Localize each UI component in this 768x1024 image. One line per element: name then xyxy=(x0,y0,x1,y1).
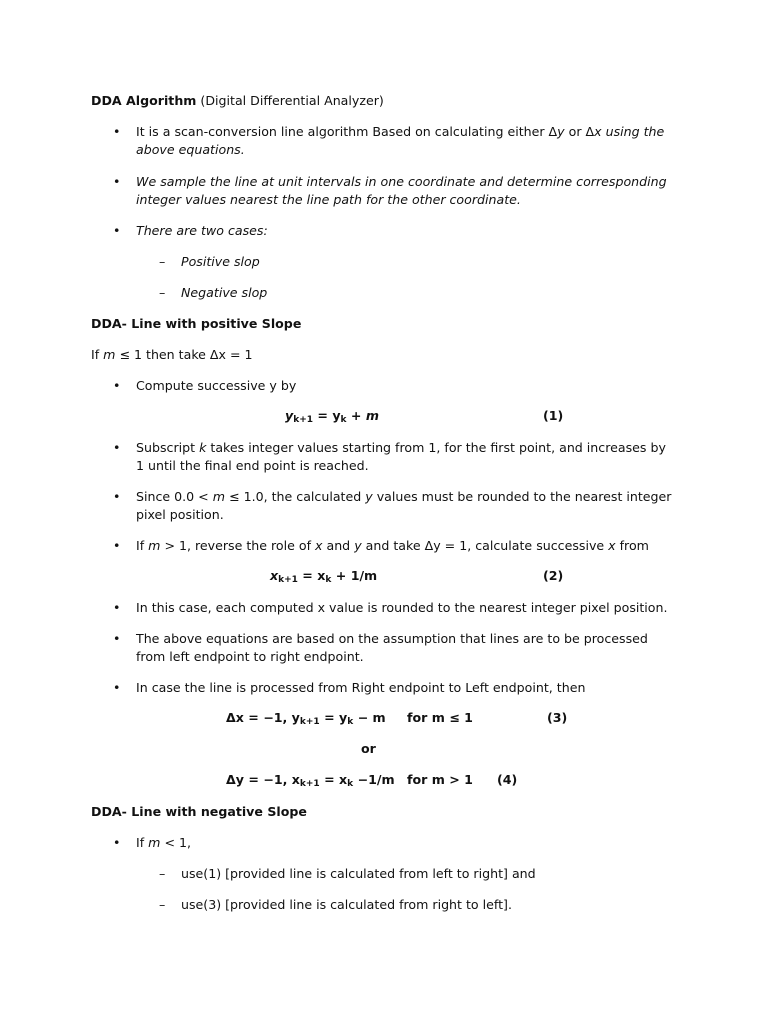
bullet-marker: • xyxy=(113,440,121,455)
text-run: x xyxy=(594,124,602,139)
text-run: from xyxy=(615,538,649,553)
bullet-marker: • xyxy=(113,600,121,615)
text-run: or Δ xyxy=(564,124,595,139)
equation-2-number: (2) xyxy=(543,568,564,583)
equation-2 xyxy=(270,568,377,583)
text-run: x xyxy=(608,538,616,553)
right-to-left-bullet: In case the line is processed from Right endpoint to Left endpoint, then xyxy=(136,680,586,695)
text-run: y xyxy=(354,538,362,553)
equation-3-number: (3) xyxy=(547,710,568,725)
bullet-marker: • xyxy=(113,631,121,646)
text-run: > 1, reverse the role of xyxy=(160,538,316,553)
section-heading-negative: DDA- Line with negative Slope xyxy=(91,804,307,819)
text-run: If xyxy=(136,835,149,850)
bullet-marker: • xyxy=(113,680,121,695)
title-bold: DDA Algorithm xyxy=(91,93,197,108)
dash-marker: – xyxy=(159,254,166,269)
text-run: = y xyxy=(319,710,348,725)
equation-3-condition: for m ≤ 1 xyxy=(407,710,473,725)
intro-bullet-2-line-2: integer values nearest the line path for the other coordinate. xyxy=(136,192,521,207)
subscript: k+1 xyxy=(299,717,320,727)
text-run: and take Δy = 1, calculate successive xyxy=(361,538,609,553)
bullet-marker: • xyxy=(113,378,121,393)
dash-marker: – xyxy=(159,897,166,912)
text-run: y xyxy=(557,124,565,139)
text-run: values must be rounded to the nearest integer xyxy=(372,489,672,504)
reverse-role-bullet xyxy=(136,537,649,555)
negative-sub-item-1: use(1) [provided line is calculated from left to right] and xyxy=(181,866,536,881)
subscript: k+1 xyxy=(299,779,320,789)
text-run: takes integer values starting from 1, for the first point, and increases by xyxy=(206,440,666,455)
text-run: x xyxy=(315,538,323,553)
text-run: m xyxy=(103,347,116,362)
text-run: y xyxy=(365,489,373,504)
case-negative: Negative slop xyxy=(181,285,268,300)
equation-4-condition: for m > 1 xyxy=(407,772,473,787)
text-run: If xyxy=(136,538,149,553)
subscript-bullet-line-2: 1 until the final end point is reached. xyxy=(136,458,369,473)
equation-1-number: (1) xyxy=(543,408,564,423)
text-run: Since 0.0 < xyxy=(136,489,213,504)
negative-condition-bullet xyxy=(136,834,191,852)
text-run: + m xyxy=(346,408,379,423)
intro-bullet-3: There are two cases: xyxy=(136,223,268,238)
text-run: Subscript xyxy=(136,440,200,455)
bullet-marker: • xyxy=(113,538,121,553)
intro-bullet-2-line-1: We sample the line at unit intervals in one coordinate and determine corresponding xyxy=(136,174,667,189)
text-run: It is a scan-conversion line algorithm Based on calculating either Δ xyxy=(136,124,558,139)
text-run: using the xyxy=(601,124,665,139)
title-rest: (Digital Differential Analyzer) xyxy=(196,93,384,108)
equation-3 xyxy=(226,710,386,725)
text-run: ≤ 1 then take Δx = 1 xyxy=(115,347,253,362)
text-run: −1/m xyxy=(353,772,395,787)
subscript: k+1 xyxy=(293,415,314,425)
bullet-marker: • xyxy=(113,124,121,139)
text-run: m xyxy=(148,835,161,850)
equation-4-number: (4) xyxy=(497,772,518,787)
subscript: k xyxy=(340,415,347,425)
bullet-marker: • xyxy=(113,174,121,189)
text-run: Δy = −1, x xyxy=(226,772,300,787)
text-run: = x xyxy=(319,772,348,787)
text-run: k xyxy=(199,440,207,455)
rounding-bullet-line-1 xyxy=(136,488,671,506)
text-run: = x xyxy=(297,568,326,583)
text-run: and xyxy=(322,538,355,553)
intro-bullet-1-line-1 xyxy=(136,123,664,141)
text-run: − m xyxy=(353,710,386,725)
assumption-bullet-line-1: The above equations are based on the assumption that lines are to be processed xyxy=(136,631,648,646)
bullet-marker: • xyxy=(113,489,121,504)
positive-condition xyxy=(91,346,253,364)
page-title xyxy=(91,92,384,110)
subscript: k xyxy=(325,575,332,585)
text-run: Δx = −1, y xyxy=(226,710,300,725)
x-rounding-bullet: In this case, each computed x value is rounded to the nearest integer pixel position. xyxy=(136,600,668,615)
text-run: + 1/m xyxy=(331,568,378,583)
equation-1 xyxy=(285,408,379,423)
subscript: k xyxy=(347,717,354,727)
assumption-bullet-line-2: from left endpoint to right endpoint. xyxy=(136,649,364,664)
negative-sub-item-2: use(3) [provided line is calculated from right to left]. xyxy=(181,897,512,912)
bullet-marker: • xyxy=(113,835,121,850)
text-run: If xyxy=(91,347,104,362)
equation-4 xyxy=(226,772,395,787)
text-run: ≤ 1.0, the calculated xyxy=(225,489,366,504)
dash-marker: – xyxy=(159,285,166,300)
text-run: x xyxy=(270,568,279,583)
rounding-bullet-line-2: pixel position. xyxy=(136,507,224,522)
or-connector: or xyxy=(361,741,376,756)
section-heading-positive: DDA- Line with positive Slope xyxy=(91,316,302,331)
subscript: k xyxy=(347,779,354,789)
case-positive: Positive slop xyxy=(181,254,260,269)
text-run: y xyxy=(285,408,294,423)
intro-bullet-1-line-2: above equations. xyxy=(136,142,245,157)
text-run: < 1, xyxy=(160,835,192,850)
subscript-bullet-line-1 xyxy=(136,439,666,457)
subscript: k+1 xyxy=(278,575,298,585)
dash-marker: – xyxy=(159,866,166,881)
text-run: m xyxy=(212,489,226,504)
bullet-marker: • xyxy=(113,223,121,238)
text-run: = y xyxy=(313,408,341,423)
compute-y-bullet: Compute successive y by xyxy=(136,378,297,393)
text-run: m xyxy=(148,538,161,553)
